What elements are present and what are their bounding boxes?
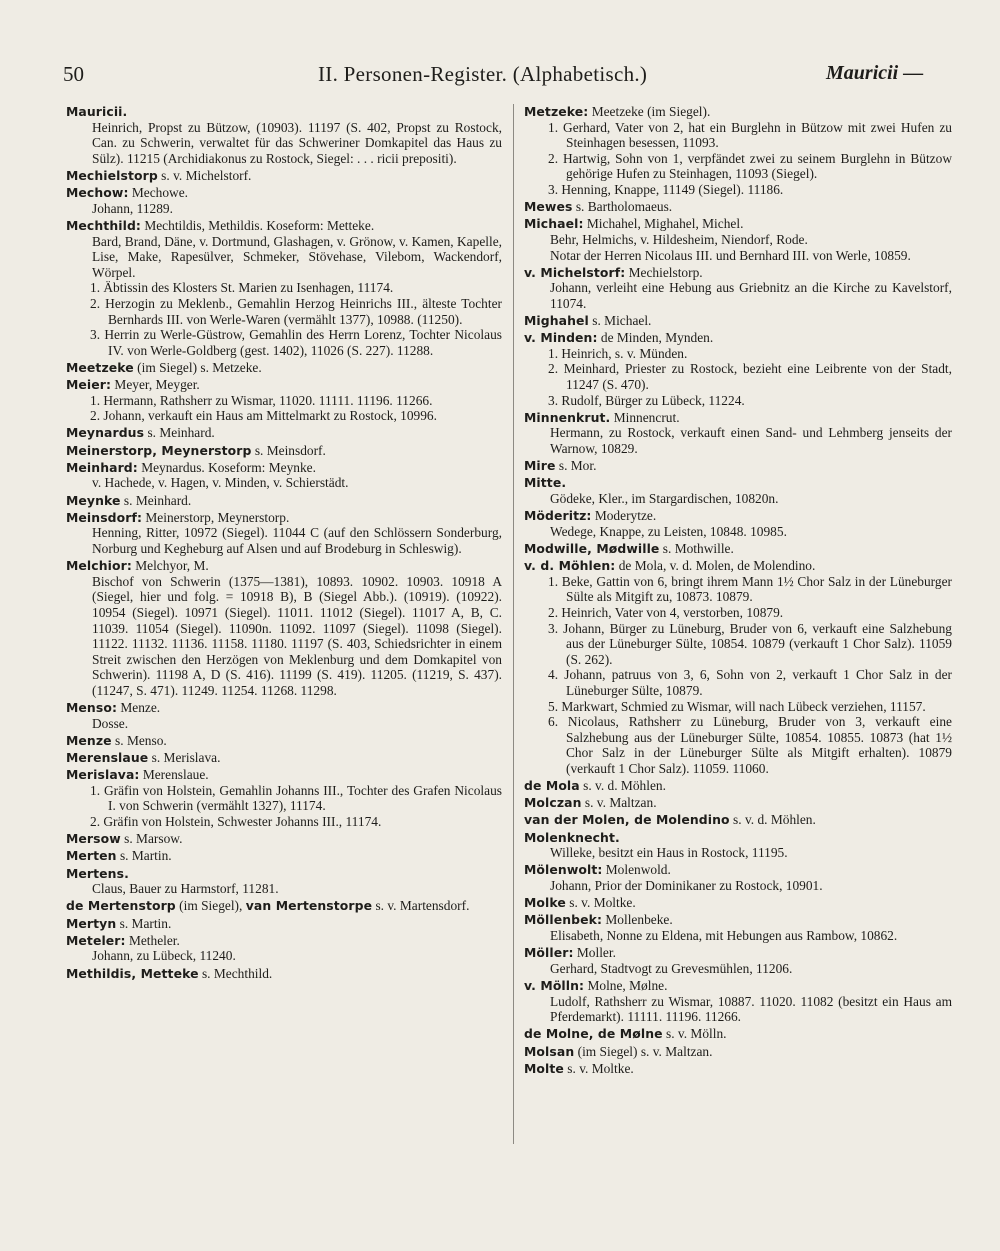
entry-text: v. Hachede, v. Hagen, v. Minden, v. Schierstädt. [92, 475, 349, 491]
entry-reference: (im Siegel) s. v. Maltzan. [577, 1043, 713, 1059]
entry-headline [524, 795, 952, 811]
right-column [524, 104, 952, 1078]
register-entry [524, 330, 952, 408]
entry-reference: (im Siegel) s. Metzeke. [137, 359, 262, 375]
register-entry [524, 313, 952, 329]
entry-headline [66, 493, 502, 509]
entry-reference: s. v. Maltzan. [584, 795, 657, 811]
entry-heading: Modwille, Mødwille [524, 540, 660, 556]
entry-numbered-item: 3. Rudolf, Bürger zu Lübeck, 11224. [548, 392, 745, 408]
entry-reference: s. v. Martensdorf. [375, 898, 470, 914]
entry-headline [524, 508, 952, 524]
register-entry [524, 812, 952, 828]
register-entry [66, 425, 502, 441]
entry-numbered-item: 2. Meinhard, Priester zu Rostock, bezieht eine Leibrente von der Stadt, 11247 (S. 470). [548, 361, 952, 393]
entry-heading: Mechielstorp [66, 167, 158, 183]
entry-reference: s. Merislava. [151, 750, 221, 766]
entry-text: Willeke, besitzt ein Haus in Rostock, 11195. [550, 845, 788, 861]
entry-text: Bard, Brand, Däne, v. Dortmund, Glashagen, v. Grönow, v. Kamen, Kapelle, Lise, Make, Rapesülver, Schmeker, Stövehase, Vilebom, Wackendorf, Wörpel. [92, 233, 502, 280]
entry-heading: v. d. Möhlen: [524, 558, 616, 574]
entry-reference: Menze. [120, 700, 161, 716]
entry-heading: Meinhard: [66, 459, 138, 475]
entry-text: Wedege, Knappe, zu Leisten, 10848. 10985. [550, 523, 787, 539]
entry-headline [524, 199, 952, 215]
entry-text: Notar der Herren Nicolaus III. und Bernhard III. von Werle, 10859. [550, 247, 911, 263]
entry-heading: Menso: [66, 700, 117, 716]
entry-heading: de Mola [524, 778, 580, 794]
entry-headline [66, 558, 502, 574]
entry-text: Hermann, zu Rostock, verkauft einen Sand- und Lehmberg jenseits der Warnow, 10829. [550, 425, 952, 457]
register-entry [524, 830, 952, 861]
entry-headline [524, 313, 952, 329]
entry-headline [524, 410, 952, 426]
entry-headline [524, 1061, 952, 1077]
register-entry [66, 933, 502, 964]
register-entry [524, 895, 952, 911]
entry-heading: Merten [66, 848, 117, 864]
entry-headline [66, 831, 502, 847]
entry-headline [66, 898, 502, 914]
entry-reference: s. Martin. [119, 848, 172, 864]
entry-text: Johann, zu Lübeck, 11240. [92, 948, 236, 964]
entry-numbered-item: 4. Johann, patruus von 3, 6, Sohn von 2, verkauft 1 Chor Salz in der Lüneburger Sülte, 10879. [548, 667, 952, 698]
register-entry [66, 218, 502, 358]
entry-numbered-item: 1. Beke, Gattin von 6, bringt ihrem Mann 1½ Chor Salz in der Lüneburger Sülte als Mitgift zu, 10873. 10879. [548, 573, 952, 605]
entry-headline [524, 265, 952, 281]
entry-reference: Michahel, Mighahel, Michel. [586, 216, 744, 232]
entry-headline [66, 733, 502, 749]
entry-heading: van Mertenstorpe [245, 898, 373, 914]
register-entry [66, 750, 502, 766]
entry-headline [524, 945, 952, 961]
entry-reference: s. Bartholomaeus. [575, 199, 673, 215]
entry-reference: s. Menso. [115, 732, 167, 748]
entry-heading: Merenslaue [66, 750, 149, 766]
entry-heading: Molenknecht. [524, 829, 620, 845]
entry-text: Johann, 11289. [92, 200, 173, 216]
entry-heading: Mechthild: [66, 217, 141, 233]
entry-text: Claus, Bauer zu Harmstorf, 11281. [92, 881, 279, 897]
page-header [0, 62, 1000, 92]
register-entry [66, 966, 502, 982]
entry-heading: Möderitz: [524, 508, 592, 524]
entry-headline [524, 978, 952, 994]
entry-reference: Meyer, Meyger. [114, 377, 200, 393]
entry-headline [66, 966, 502, 982]
entry-reference: Molne, Mølne. [587, 977, 668, 993]
register-entry [524, 265, 952, 312]
entry-headline [524, 895, 952, 911]
register-entry [524, 1044, 952, 1060]
entry-reference: s. Meinhard. [123, 492, 192, 508]
entry-headline [66, 104, 502, 120]
entry-heading: de Molne, de Mølne [524, 1026, 663, 1042]
entry-headline [524, 330, 952, 346]
entry-reference: Moller. [576, 945, 616, 961]
entry-reference: Melchyor, M. [135, 558, 209, 574]
register-entry [66, 733, 502, 749]
entry-text: Bischof von Schwerin (1375—1381), 10893. 10902. 10903. 10918 A (Siegel, hier und folg. = 10918 B), B (Siegel Abb.). (10919). (10922). 10954 (Siegel). 10971 (Siegel). 11011. 11012 (Siegel). 11017 A, B, C. 11039. 11054 (Siegel). 11090n. 11092. 11097 (Siegel). 11098 (Siegel). 11122. 11132. 11136. 11158. 11180. 11197 (S. 403, Schiedsrichter in einem Streit zwischen den Herzögen von Meklenburg und dem Domkapitel von Schwerin). 11198 A, D (S. 416). 11199 (S. 419). 11205. (11219, S. 437). (11247, S. 471). 11249. 11254. 11268. 11298. [92, 573, 502, 698]
entry-numbered-item: 1. Äbtissin des Klosters St. Marien zu Isenhagen, 11174. [90, 280, 394, 296]
entry-headline [524, 541, 952, 557]
entry-numbered-item: 3. Henning, Knappe, 11149 (Siegel). 11186. [548, 181, 784, 197]
entry-headline [524, 558, 952, 574]
register-entry [524, 508, 952, 539]
register-entry [524, 541, 952, 557]
register-entry [66, 916, 502, 932]
entry-reference: Mollenbeke. [605, 912, 673, 928]
entry-heading: Merislava: [66, 767, 140, 783]
register-entry [66, 558, 502, 698]
entry-numbered-item: 2. Heinrich, Vater von 4, verstorben, 10879. [548, 604, 784, 620]
entry-heading: Michael: [524, 216, 584, 232]
column-divider [513, 104, 514, 1144]
entry-reference: Metheler. [128, 932, 180, 948]
entry-text: Gödeke, Kler., im Stargardischen, 10820n. [550, 491, 779, 506]
entry-headline [66, 700, 502, 716]
entry-headline [524, 778, 952, 794]
entry-text: Johann, verleiht eine Hebung aus Griebnitz an die Kirche zu Kavelstorf, 11074. [550, 280, 952, 311]
entry-numbered-item: 3. Herrin zu Werle-Güstrow, Gemahlin des Herrn Lorenz, Tochter Nicolaus IV. von Werle-Goldberg (gest. 1402), 11026 (S. 227). 11288. [90, 327, 502, 358]
register-entry [524, 1026, 952, 1042]
entry-headline [66, 425, 502, 441]
entry-heading: van der Molen, de Molendino [524, 812, 730, 828]
entry-heading: v. Minden: [524, 330, 598, 346]
entry-heading: Meinsdorf: [66, 509, 143, 525]
entry-reference: s. Mothwille. [662, 540, 734, 556]
entry-headline [66, 866, 502, 882]
entry-heading: Meynardus [66, 425, 145, 441]
register-entry [66, 848, 502, 864]
entry-heading: de Mertenstorp [66, 898, 176, 914]
register-entry [524, 558, 952, 776]
register-entry [66, 898, 502, 914]
entry-heading: Mighahel [524, 313, 589, 329]
entry-reference: Mechowe. [131, 185, 189, 201]
entry-reference: s. v. Moltke. [569, 895, 636, 911]
entry-reference: s. Meinhard. [147, 425, 215, 441]
entry-numbered-item: 2. Hartwig, Sohn von 1, verpfändet zwei zu seinem Burglehn in Bützow gehörige Hufen zu Steinhagen, 11093 (Siegel). [548, 150, 952, 182]
entry-reference: Moderytze. [594, 508, 657, 524]
entry-numbered-item: 5. Markwart, Schmied zu Wismar, will nach Lübeck verziehen, 11157. [548, 698, 926, 714]
entry-heading: Mitte. [524, 475, 567, 491]
entry-heading: Meinerstorp, Meynerstorp [66, 442, 252, 458]
entry-reference: Meetzeke (im Siegel). [591, 104, 711, 119]
left-column [66, 104, 502, 983]
entry-reference: s. v. d. Möhlen. [733, 812, 816, 828]
entry-headline [524, 104, 952, 120]
entry-heading: Möllenbek: [524, 912, 603, 928]
entry-reference: s. Marsow. [124, 831, 183, 847]
register-entry [524, 216, 952, 263]
entry-heading: Mersow [66, 831, 121, 847]
entry-text: Ludolf, Rathsherr zu Wismar, 10887. 11020. 11082 (besitzt ein Haus am Pferdemarkt). 11111. 11196. 11266. [550, 993, 952, 1025]
entry-heading: Meetzeke [66, 359, 134, 375]
register-entry [524, 475, 952, 506]
register-entry [524, 1061, 952, 1077]
entry-heading: Meynke [66, 492, 121, 508]
entry-headline [524, 1026, 952, 1042]
entry-heading: Mertens. [66, 865, 129, 881]
register-entry [524, 795, 952, 811]
running-head: Mauricii — [826, 62, 924, 84]
entry-heading: Menze [66, 732, 112, 748]
entry-numbered-item: 6. Nicolaus, Rathsherr zu Lüneburg, Bruder von 3, verkauft eine Salzhebung aus der Lüneburger Sülte, 10854. 10855. 10873 (hat 1½ Chor Salz in der Lüneburger Sülte als Mitgift erhalten). 10879 (verkauft 1 Chor Salz). 11059. 11060. [548, 714, 952, 776]
entry-numbered-item: 2. Gräfin von Holstein, Schwester Johanns III., 11174. [90, 814, 382, 830]
entry-numbered-item: 1. Hermann, Rathsherr zu Wismar, 11020. 11111. 11196. 11266. [90, 392, 433, 408]
entry-heading: v. Mölln: [524, 977, 585, 993]
register-entry [66, 767, 502, 829]
entry-headline [66, 848, 502, 864]
register-entry [66, 460, 502, 491]
entry-headline [524, 216, 952, 232]
entry-headline [524, 475, 952, 491]
entry-heading: Mauricii. [66, 104, 128, 119]
entry-headline [66, 510, 502, 526]
register-entry [524, 862, 952, 893]
entry-reference: s. Michael. [592, 313, 652, 329]
entry-numbered-item: 1. Heinrich, s. v. Münden. [548, 345, 688, 361]
entry-headline [66, 218, 502, 234]
entry-reference: s. Meinsdorf. [254, 442, 326, 458]
entry-heading: Metzeke: [524, 104, 589, 119]
register-entry [524, 978, 952, 1025]
entry-headline [524, 812, 952, 828]
entry-headline [66, 360, 502, 376]
entry-reference: s. v. Michelstorf. [161, 167, 252, 183]
page-number: 50 [63, 62, 84, 86]
entry-reference: s. v. Mölln. [665, 1026, 727, 1042]
register-entry [66, 493, 502, 509]
register-entry [524, 104, 952, 198]
entry-reference: s. Mechthild. [201, 965, 273, 981]
entry-heading: Molke [524, 895, 566, 911]
entry-headline [66, 168, 502, 184]
register-entry [524, 778, 952, 794]
entry-text: Elisabeth, Nonne zu Eldena, mit Hebungen aus Rambow, 10862. [550, 927, 898, 943]
register-entry [66, 510, 502, 557]
register-entry [524, 458, 952, 474]
register-entry [66, 168, 502, 184]
entry-reference: Meynardus. Koseform: Meynke. [141, 459, 316, 475]
entry-numbered-item: 1. Gerhard, Vater von 2, hat ein Burglehn in Bützow mit zwei Hufen zu Steinhagen besessen, 11093. [548, 119, 952, 151]
entry-numbered-item: 2. Johann, verkauft ein Haus am Mittelmarkt zu Rostock, 10996. [90, 408, 437, 424]
entry-heading: v. Michelstorf: [524, 264, 626, 280]
entry-headline [524, 912, 952, 928]
entry-heading: Mertyn [66, 915, 117, 931]
entry-text: Behr, Helmichs, v. Hildesheim, Niendorf, Rode. [550, 231, 808, 247]
entry-reference: s. Mor. [558, 458, 597, 474]
entry-heading: Möller: [524, 945, 574, 961]
entry-heading: Molte [524, 1060, 564, 1076]
entry-reference: s. Martin. [119, 915, 172, 931]
entry-heading: Minnenkrut. [524, 409, 611, 425]
entry-reference: de Minden, Mynden. [600, 330, 714, 346]
entry-numbered-item: 1. Gräfin von Holstein, Gemahlin Johanns III., Tochter des Grafen Nicolaus I. von Schwerin (vermählt 1327), 11174. [90, 782, 502, 814]
register-entry [66, 443, 502, 459]
register-entry [66, 104, 502, 166]
entry-heading: Mewes [524, 199, 573, 215]
entry-headline [66, 933, 502, 949]
entry-heading: Meier: [66, 377, 112, 393]
register-entry [66, 831, 502, 847]
entry-reference: Mechielstorp. [628, 264, 703, 280]
entry-headline [524, 830, 952, 846]
register-entry [524, 912, 952, 943]
entry-headline [66, 767, 502, 783]
entry-heading: Mölenwolt: [524, 862, 603, 878]
entry-headline [524, 862, 952, 878]
entry-text: Heinrich, Propst zu Bützow, (10903). 11197 (S. 402, Propst zu Rostock, Can. zu Schwerin, verwaltet für das Schweriner Domkapitel das Haus zu Sülz). 11215 (Archidiakonus zu Rostock, Siegel: . . . ricii prepositi). [92, 119, 502, 166]
entry-headline [524, 458, 952, 474]
entry-heading: Molczan [524, 795, 582, 811]
entry-headline [66, 750, 502, 766]
entry-headline [66, 443, 502, 459]
entry-heading: Mire [524, 458, 556, 474]
register-entry [66, 866, 502, 897]
entry-text: Henning, Ritter, 10972 (Siegel). 11044 C (auf den Schlössern Sonderburg, Norburg und Kegheburg auf Alsen und auf Brodeburg in Schleswig). [92, 525, 502, 556]
entry-reference: Minnencrut. [613, 409, 680, 425]
entry-text: Gerhard, Stadtvogt zu Grevesmühlen, 11206. [550, 960, 793, 976]
entry-reference: Molenwold. [605, 862, 671, 878]
entry-headline [66, 916, 502, 932]
entry-heading: Meteler: [66, 932, 126, 948]
entry-headline [66, 460, 502, 476]
entry-headline [66, 185, 502, 201]
entry-heading: Melchior: [66, 558, 132, 574]
entry-reference: s. v. Moltke. [567, 1060, 634, 1076]
entry-reference: Meinerstorp, Meynerstorp. [145, 509, 290, 525]
entry-heading: Mechow: [66, 185, 129, 201]
entry-reference: de Mola, v. d. Molen, de Molendino. [618, 558, 816, 574]
entry-headline [524, 1044, 952, 1060]
entry-reference: Mechtildis, Methildis. Koseform: Metteke. [144, 217, 375, 233]
register-entry [66, 185, 502, 216]
register-entry [66, 377, 502, 424]
register-entry [524, 945, 952, 976]
entry-numbered-item: 2. Herzogin zu Meklenb., Gemahlin Herzog Heinrichs III., älteste Tochter Bernhards III. von Werle-Waren (vermählt 1377), 10988. (11250). [90, 295, 502, 327]
entry-heading: Methildis, Metteke [66, 965, 199, 981]
register-entry [66, 360, 502, 376]
entry-reference: (im Siegel), [179, 898, 243, 914]
entry-numbered-item: 3. Johann, Bürger zu Lüneburg, Bruder von 6, verkauft eine Salzhebung aus der Lüneburger Sülte, 10854. 10879 (verkauft 1 Chor Salz). 11059 (S. 262). [548, 620, 952, 667]
entry-text: Johann, Prior der Dominikaner zu Rostock, 10901. [550, 878, 823, 893]
page-title: II. Personen-Register. (Alphabetisch.) [318, 62, 648, 86]
entry-heading: Molsan [524, 1043, 575, 1059]
register-entry [66, 700, 502, 731]
entry-text: Dosse. [92, 715, 129, 731]
register-entry [524, 410, 952, 457]
entry-headline [66, 377, 502, 393]
register-entry [524, 199, 952, 215]
entry-reference: Merenslaue. [142, 767, 209, 783]
entry-reference: s. v. d. Möhlen. [583, 778, 666, 794]
